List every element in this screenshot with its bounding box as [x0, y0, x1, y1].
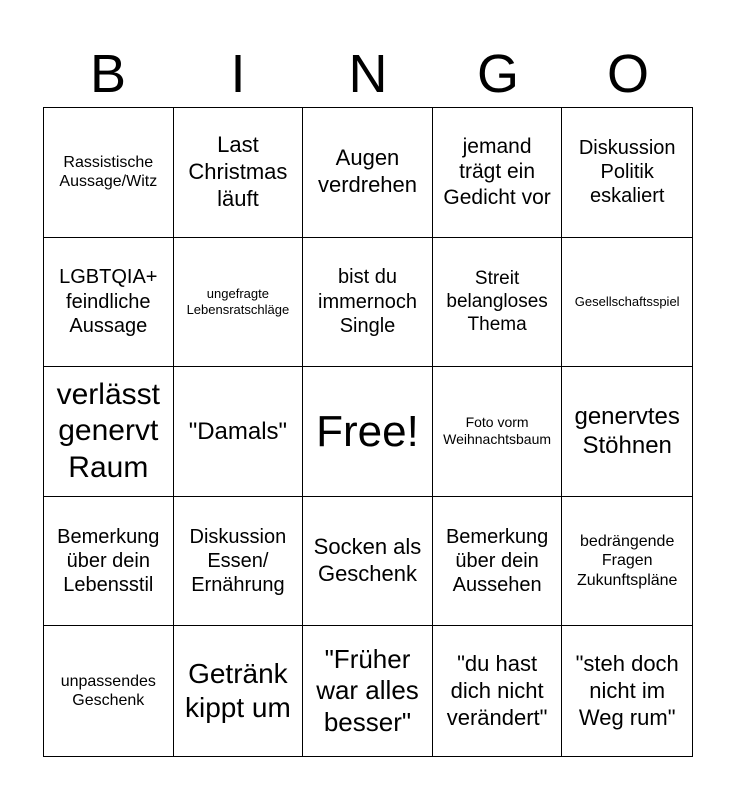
- bingo-cell[interactable]: LGBTQIA+ feindliche Aussage: [44, 238, 174, 368]
- bingo-cell[interactable]: Diskussion Politik eskaliert: [562, 108, 692, 238]
- bingo-cell[interactable]: bedrängende Fragen Zukunftspläne: [562, 497, 692, 627]
- header-letter-n: N: [348, 44, 388, 104]
- bingo-header: [43, 40, 693, 108]
- bingo-cell[interactable]: genervtes Stöhnen: [562, 367, 692, 497]
- bingo-cell[interactable]: "Damals": [174, 367, 304, 497]
- bingo-cell[interactable]: "du hast dich nicht verändert": [433, 626, 563, 756]
- header-letter-o: O: [606, 44, 649, 104]
- bingo-cell[interactable]: ungefragte Lebensratschläge: [174, 238, 304, 368]
- bingo-cell[interactable]: bist du immernoch Single: [303, 238, 433, 368]
- bingo-cell[interactable]: "Früher war alles besser": [303, 626, 433, 756]
- bingo-cell[interactable]: Last Christmas läuft: [174, 108, 304, 238]
- header-letter-i: I: [230, 44, 246, 104]
- bingo-cell[interactable]: Diskussion Essen/ Ernährung: [174, 497, 304, 627]
- bingo-cell[interactable]: Augen verdrehen: [303, 108, 433, 238]
- bingo-cell[interactable]: Bemerkung über dein Aussehen: [433, 497, 563, 627]
- bingo-cell[interactable]: Getränk kippt um: [174, 626, 304, 756]
- bingo-cell[interactable]: jemand trägt ein Gedicht vor: [433, 108, 563, 238]
- bingo-cell[interactable]: Gesellschaftsspiel: [562, 238, 692, 368]
- header-letter-g: G: [476, 44, 519, 104]
- bingo-cell[interactable]: "steh doch nicht im Weg rum": [575, 650, 679, 730]
- bingo-board: [43, 107, 693, 757]
- header-letter-b: B: [89, 44, 127, 104]
- bingo-cell[interactable]: verlässt genervt Raum: [44, 367, 174, 497]
- bingo-free-cell[interactable]: Free!: [303, 367, 433, 497]
- bingo-cell[interactable]: Foto vorm Weihnachtsbaum: [433, 367, 563, 497]
- bingo-cell[interactable]: Rassistische Aussage/Witz: [44, 108, 174, 238]
- bingo-cell[interactable]: Streit belangloses Thema: [433, 238, 563, 368]
- bingo-cell[interactable]: Bemerkung über dein Lebensstil: [44, 497, 174, 627]
- bingo-cell[interactable]: Socken als Geschenk: [303, 497, 433, 627]
- bingo-cell[interactable]: unpassendes Geschenk: [44, 626, 174, 756]
